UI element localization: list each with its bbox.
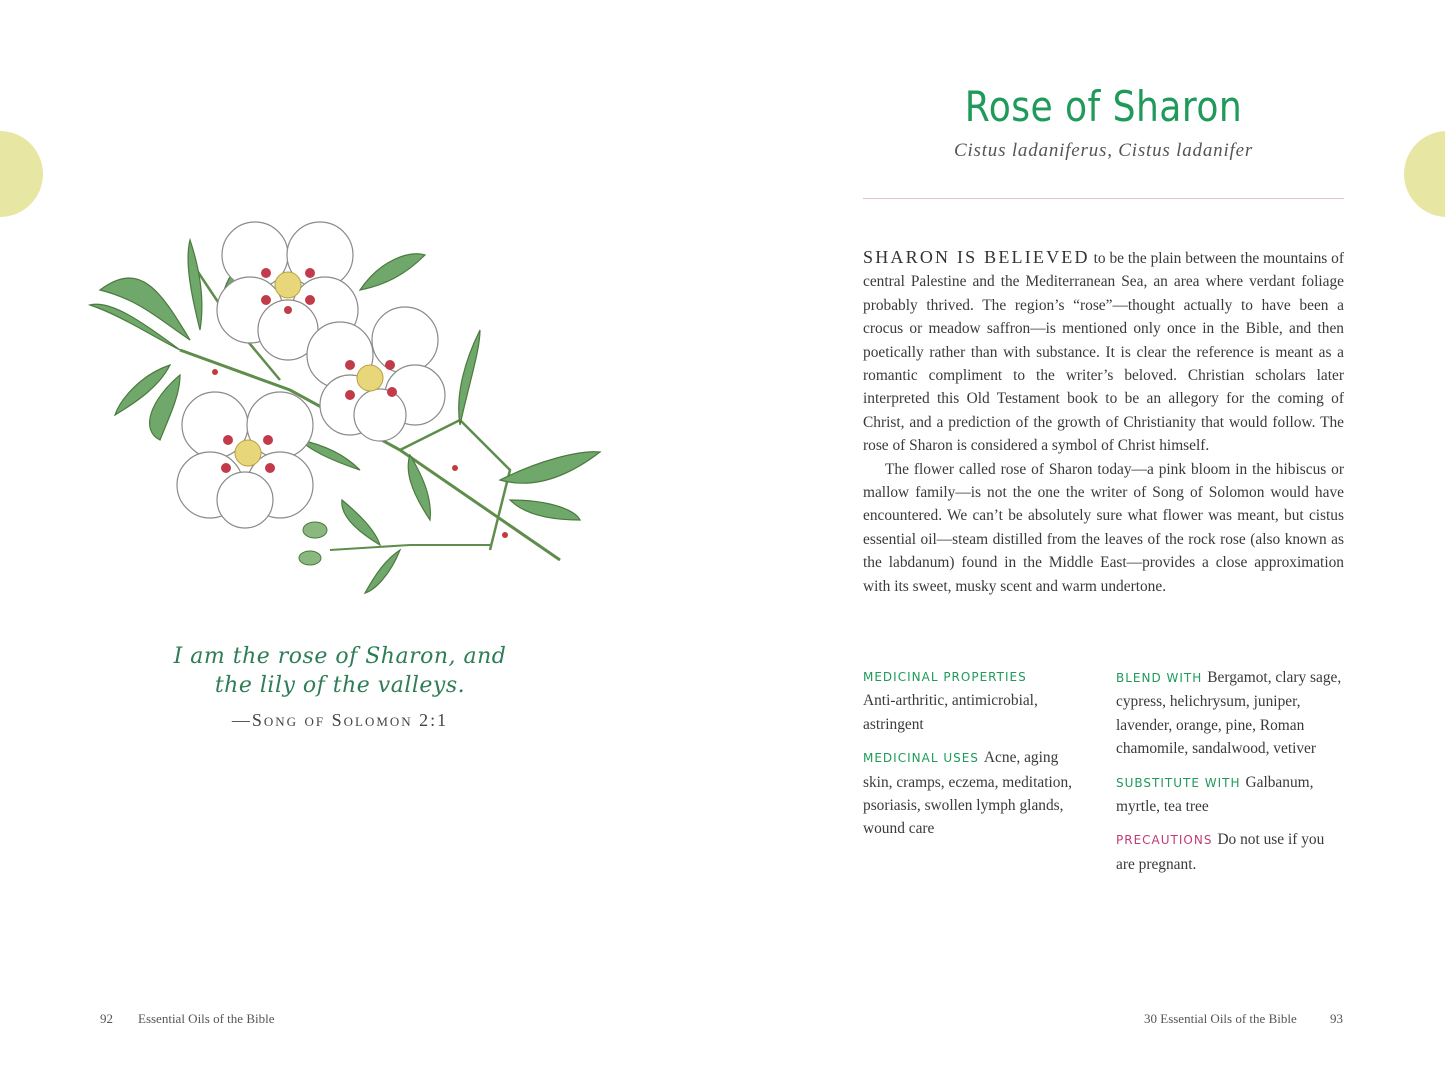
fact-text: Anti-arthritic, antimicrobial, astringent bbox=[863, 692, 1038, 733]
lead-in-small-caps: SHARON IS BELIEVED bbox=[863, 247, 1090, 267]
fact-label: MEDICINAL PROPERTIES bbox=[863, 670, 1027, 684]
running-footer-left: Essential Oils of the Bible bbox=[138, 1011, 275, 1026]
running-footer-right: 30 Essential Oils of the Bible bbox=[1144, 1011, 1297, 1026]
entry-title: Rose of Sharon bbox=[964, 82, 1243, 131]
fact-text: Bergamot, clary sage, cypress, helichrysum, juniper, lavender, orange, pine, Roman chamomile, sandalwood, vetiver bbox=[1116, 669, 1342, 758]
fact-text: Galbanum, myrtle, tea tree bbox=[1116, 773, 1314, 816]
paragraph-1-text: to be the plain between the mountains of central Palestine and the Mediterranean Sea, an area where verdant foliage probably thrived. The region’s “rose”—thought actually to have been a crocus or meadow saffron—is mentioned only once in the Bible, and then poetically rather than with substance. It is clear the reference is meant as a romantic compliment to the writer’s beloved. Christian scholars later interpreted this Old Testament book to be an allegory for the coming of Christ, and a prediction of the growth of Christianity that would follow. The rose of Sharon is considered a symbol of Christ himself. bbox=[863, 250, 1344, 455]
verse-citation: —Song of Solomon 2:1 bbox=[231, 710, 449, 730]
fact-label: SUBSTITUTE WITH bbox=[1116, 775, 1241, 790]
fact-label: MEDICINAL USES bbox=[863, 751, 979, 766]
facts-column-left bbox=[863, 666, 1088, 851]
fact-label-warning: PRECAUTIONS bbox=[1116, 833, 1213, 848]
botanical-name: Cistus ladaniferus, Cistus ladanifer bbox=[953, 140, 1254, 161]
fact-blend-with bbox=[1116, 666, 1344, 761]
facts-column-right bbox=[1116, 666, 1344, 886]
fact-medicinal-uses bbox=[863, 746, 1088, 841]
title-divider bbox=[863, 198, 1344, 199]
body-paragraph-1 bbox=[863, 246, 1344, 458]
fact-text: Acne, aging skin, cramps, eczema, meditation, psoriasis, swollen lymph glands, wound care bbox=[863, 749, 1072, 838]
chapter-tab-left bbox=[0, 131, 43, 217]
verse-line-1: I am the rose of Sharon, and bbox=[173, 644, 507, 669]
fact-substitute-with bbox=[1116, 771, 1344, 819]
page-number-right: 93 bbox=[1330, 1011, 1343, 1026]
fact-medicinal-properties bbox=[863, 666, 1088, 736]
scripture-verse bbox=[150, 642, 530, 731]
page-number-left: 92 bbox=[100, 1011, 113, 1026]
fact-label: BLEND WITH bbox=[1116, 671, 1203, 685]
entry-body bbox=[863, 246, 1344, 598]
fact-precautions bbox=[1116, 828, 1344, 876]
rock-rose-illustration bbox=[80, 200, 620, 610]
chapter-tab-right bbox=[1404, 131, 1445, 217]
verse-line-2: the lily of the valleys. bbox=[214, 673, 466, 698]
fact-text: Do not use if you are pregnant. bbox=[1116, 831, 1325, 873]
body-paragraph-2: The flower called rose of Sharon today—a pink bloom in the hibiscus or mallow family—is not the one the writer of Song of Solomon would have encountered. We can’t be absolutely sure what flower was meant, but cistus essential oil—steam distilled from the leaves of the rock rose (also known as the labdanum) found in the Middle East—provides a close approximation with its sweet, musky scent and warm undertone. bbox=[863, 460, 1344, 595]
